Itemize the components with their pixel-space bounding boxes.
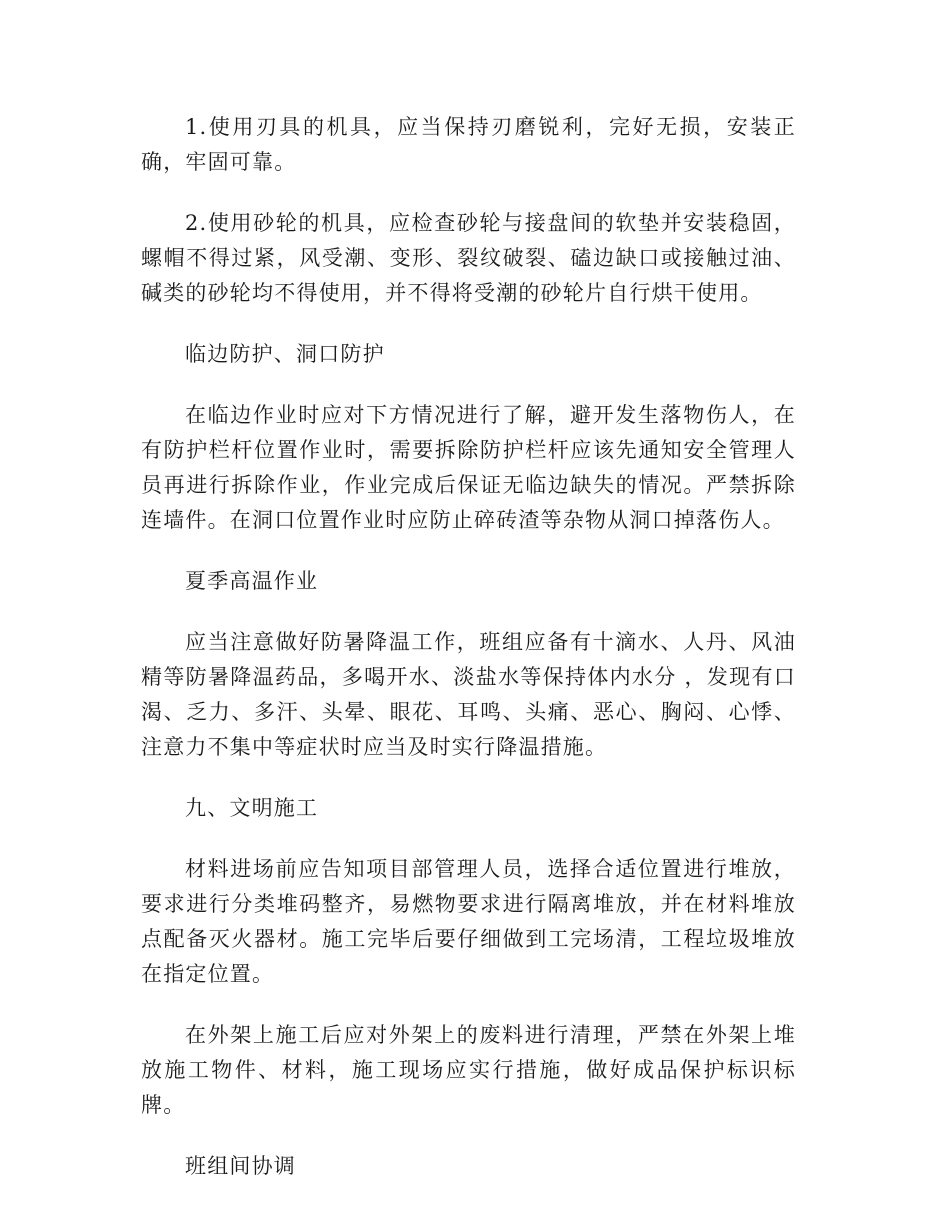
paragraph-summer-heat: 应当注意做好防暑降温工作，班组应备有十滴水、人丹、风油精等防暑降温药品，多喝开水、淡盐水等保持体内水分 ，发现有口渴、乏力、多汗、头晕、眼花、耳鸣、头痛、恶心、胸闷、心悸、注意力不集中等症状时应当及时实行降温措施。 bbox=[141, 630, 796, 759]
heading-team-coordination: 班组间协调 bbox=[185, 1154, 296, 1178]
paragraph-edge-protection: 在临边作业时应对下方情况进行了解，避开发生落物伤人，在有防护栏杆位置作业时，需要拆除防护栏杆应该先通知安全管理人员再进行拆除作业，作业完成后保证无临边缺失的情况。严禁拆除连墙件。在洞口位置作业时应防止碎砖渣等杂物从洞口掉落伤人。 bbox=[141, 403, 796, 532]
paragraph-cutting-tools: 1.使用刃具的机具，应当保持刃磨锐利，完好无损，安装正确，牢固可靠。 bbox=[141, 115, 796, 174]
heading-civilized-construction: 九、文明施工 bbox=[185, 796, 319, 820]
document-body bbox=[141, 110, 796, 1210]
heading-summer-heat: 夏季高温作业 bbox=[185, 569, 319, 593]
heading-edge-protection: 临边防护、洞口防护 bbox=[185, 342, 385, 366]
paragraph-scaffold-cleanup: 在外架上施工后应对外架上的废料进行清理，严禁在外架上堆放施工物件、材料，施工现场应实行措施，做好成品保护标识标牌。 bbox=[141, 1023, 796, 1117]
paragraph-grinding-wheel: 2.使用砂轮的机具，应检查砂轮与接盘间的软垫并安装稳固，螺帽不得过紧，风受潮、变形、裂纹破裂、磕边缺口或接触过油、碱类的砂轮均不得使用，并不得将受潮的砂轮片自行烘干使用。 bbox=[141, 211, 796, 305]
paragraph-material-storage: 材料进场前应告知项目部管理人员，选择合适位置进行堆放，要求进行分类堆码整齐，易燃物要求进行隔离堆放，并在材料堆放点配备灭火器材。施工完毕后要仔细做到工完场清，工程垃圾堆放在指定位置。 bbox=[141, 857, 796, 986]
